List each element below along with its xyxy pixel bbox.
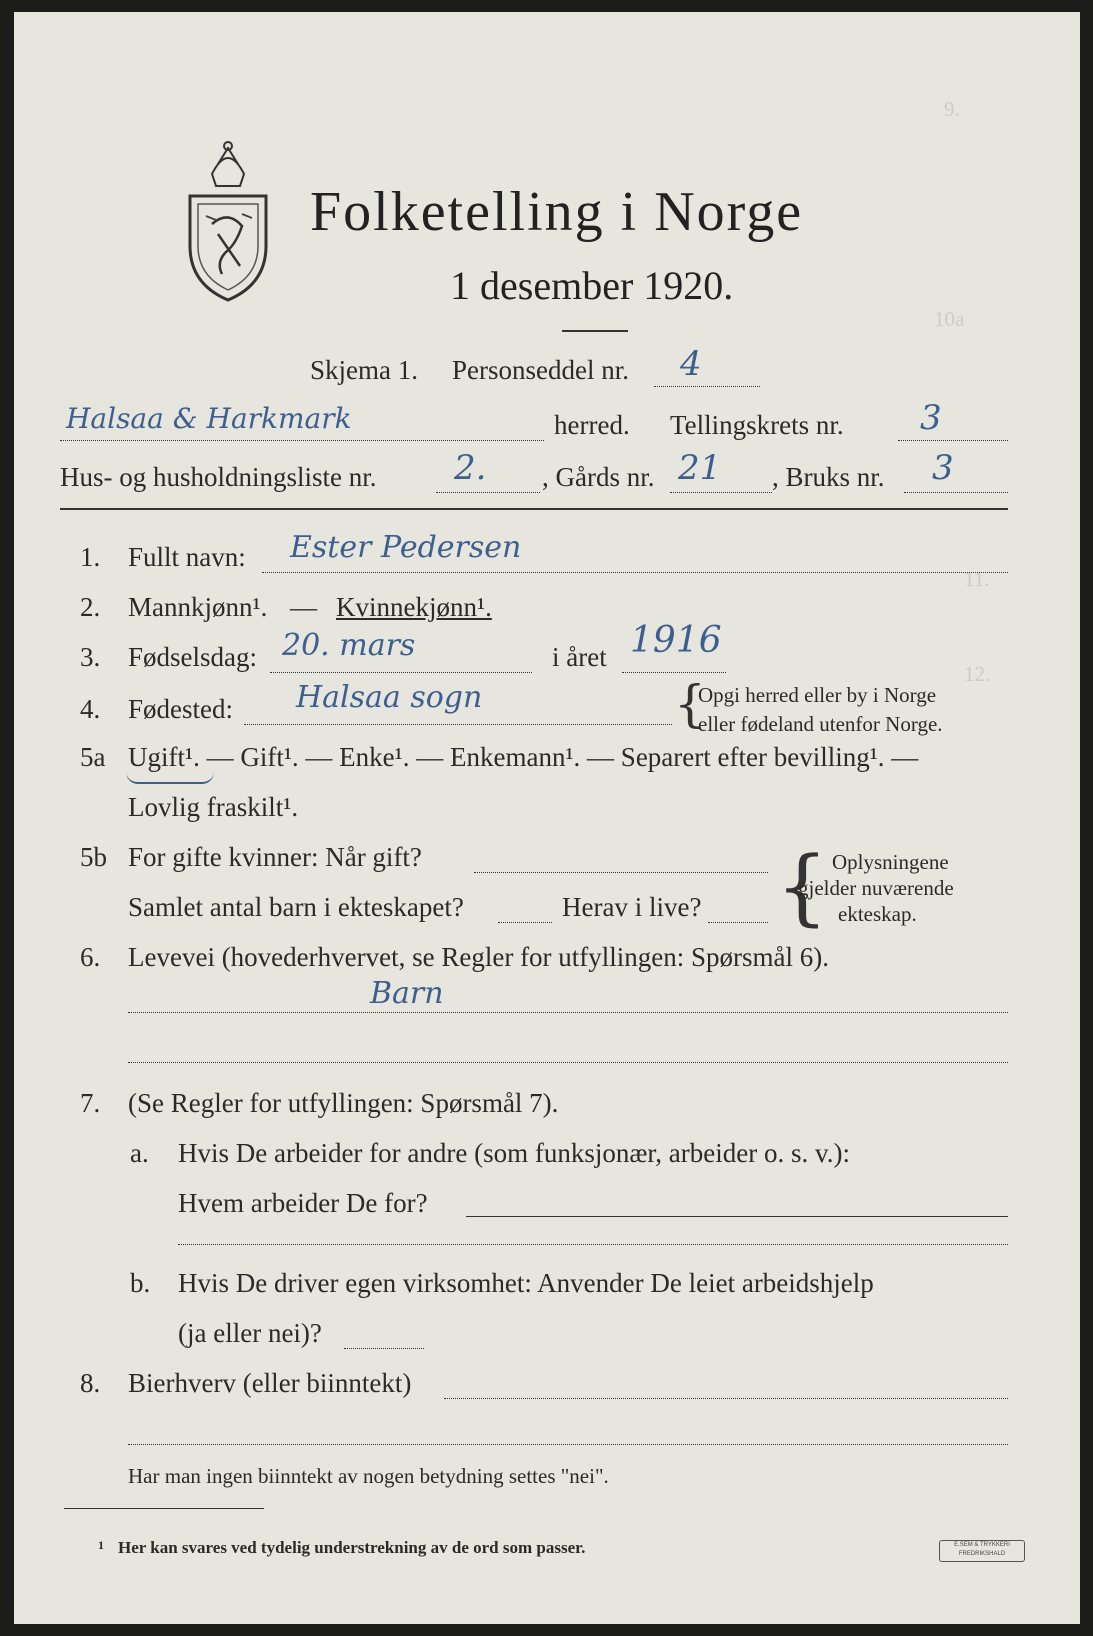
bruks-line [904, 492, 1008, 493]
q3-year-value[interactable]: 1916 [630, 620, 722, 661]
census-form-page [14, 12, 1080, 1624]
q4-note-1: Opgi herred eller by i Norge [698, 683, 937, 707]
q5a-ugift-underline [126, 772, 214, 784]
bruks-label: , Bruks nr. [772, 462, 885, 492]
personseddel-line [654, 386, 760, 387]
q3-label: Fødselsdag: [128, 642, 258, 672]
q8-number: 8. [80, 1368, 101, 1398]
gards-line [670, 492, 772, 493]
q6-number: 6. [80, 942, 101, 972]
q5b-note-2: gjelder nuværende [798, 876, 954, 900]
footnote-text: Her kan svares ved tydelig understrekning av de ord som passer. [118, 1538, 586, 1557]
q5b-note-3: ekteskap. [838, 902, 917, 926]
coat-of-arms-icon [182, 134, 274, 309]
form-subtitle: 1 desember 1920. [450, 263, 734, 308]
herred-label: herred. [554, 410, 630, 440]
q4-note-2: eller fødeland utenfor Norge. [698, 712, 943, 736]
q5b-note-1: Oplysningene [832, 850, 949, 874]
q4-label: Fødested: [128, 694, 233, 724]
q7b-line-2: (ja eller nei)? [178, 1318, 322, 1348]
q5b-when-married-line [474, 872, 768, 873]
q5b-alive-line [708, 922, 768, 923]
q2-male-option[interactable]: Mannkjønn¹. [128, 592, 268, 622]
q5a-marital-options[interactable]: Ugift¹. — Gift¹. — Enke¹. — Enkemann¹. — Separert efter bevilling¹. — [128, 742, 919, 772]
q3-birthday-value[interactable]: 20. mars [282, 628, 416, 663]
tellingskrets-label: Tellingskrets nr. [670, 410, 844, 440]
printer-stamp-line-2: FREDRIKSHALD [958, 1551, 1006, 1557]
q4-brace: { [674, 675, 706, 733]
footnote-rule [64, 1508, 264, 1509]
q1-label: Fullt navn: [128, 542, 246, 572]
personseddel-label: Personseddel nr. [452, 355, 629, 385]
q4-number: 4. [80, 694, 101, 724]
printer-stamp-line-1: E.SEM & TRYKKERI [954, 1542, 1010, 1548]
q7b-answer-line[interactable] [344, 1348, 424, 1349]
personseddel-value[interactable]: 4 [680, 344, 702, 384]
q3-number: 3. [80, 642, 101, 672]
herred-value[interactable]: Halsaa & Harkmark [66, 402, 352, 435]
skjema-label: Skjema 1. [310, 355, 418, 385]
q5a-line-2[interactable]: Lovlig fraskilt¹. [128, 792, 299, 822]
q7a-line-1: Hvis De arbeider for andre (som funksjonær, arbeider o. s. v.): [178, 1138, 850, 1168]
q7a-line-2: Hvem arbeider De for? [178, 1188, 428, 1218]
tellingskrets-value[interactable]: 3 [920, 398, 942, 438]
husholdning-label: Hus- og husholdningsliste nr. [60, 462, 377, 492]
q6-occupation-value[interactable]: Barn [370, 976, 444, 1011]
footnote-mark: 1 [98, 1538, 104, 1552]
q1-number: 1. [80, 542, 101, 572]
q5b-number: 5b [80, 842, 107, 872]
title-rule [562, 330, 628, 332]
q1-line [262, 572, 1008, 573]
q7a-answer-line[interactable] [466, 1216, 1008, 1217]
bleed-through: 12. [964, 662, 991, 686]
q7b-line-1: Hvis De driver egen virksomhet: Anvender De leiet arbeidshjelp [178, 1268, 874, 1298]
q7b-letter: b. [130, 1268, 151, 1298]
q5b-brace: { [776, 840, 829, 935]
q5b-alive-label: Herav i live? [562, 892, 702, 922]
q2-female-option[interactable]: Kvinnekjønn¹. [336, 592, 492, 622]
q6-label: Levevei (hovederhvervet, se Regler for utfyllingen: Spørsmål 6). [128, 942, 830, 972]
q6-line-2 [128, 1062, 1008, 1063]
husholdning-value[interactable]: 2. [454, 448, 487, 488]
q3-year-label: i året [552, 642, 607, 672]
bleed-through: 9. [944, 97, 960, 121]
tellingskrets-line [898, 440, 1008, 441]
bruks-value[interactable]: 3 [932, 448, 954, 488]
bleed-through: 10a [934, 307, 965, 331]
herred-line [60, 440, 544, 441]
husholdning-line [436, 492, 540, 493]
q5a-number: 5a [80, 742, 106, 772]
q7-number: 7. [80, 1088, 101, 1118]
q7a-answer-line-2[interactable] [178, 1244, 1008, 1245]
nei-note: Har man ingen biinntekt av nogen betydning settes "nei". [128, 1464, 609, 1488]
q2-dash: — [290, 592, 317, 622]
q2-number: 2. [80, 592, 101, 622]
q3-day-line [270, 672, 532, 673]
bleed-through: 11. [964, 567, 990, 591]
q7-label: (Se Regler for utfyllingen: Spørsmål 7). [128, 1088, 559, 1118]
header-divider [60, 508, 1008, 510]
q4-line [244, 724, 672, 725]
q8-line-1[interactable] [444, 1398, 1008, 1399]
q5b-children-line [498, 922, 552, 923]
gards-label: , Gårds nr. [542, 462, 655, 492]
q4-birthplace-value[interactable]: Halsaa sogn [296, 680, 483, 715]
q8-label: Bierhverv (eller biinntekt) [128, 1368, 412, 1398]
q3-year-line [622, 672, 726, 673]
q7a-letter: a. [130, 1138, 149, 1168]
q6-line-1 [128, 1012, 1008, 1013]
gards-value[interactable]: 21 [678, 448, 722, 488]
q5b-line-1: For gifte kvinner: Når gift? [128, 842, 422, 872]
printer-stamp [939, 1540, 1025, 1562]
form-title: Folketelling i Norge [310, 181, 804, 243]
q1-full-name-value[interactable]: Ester Pedersen [290, 530, 522, 565]
q5b-children-label: Samlet antal barn i ekteskapet? [128, 892, 464, 922]
q8-line-2[interactable] [128, 1444, 1008, 1445]
